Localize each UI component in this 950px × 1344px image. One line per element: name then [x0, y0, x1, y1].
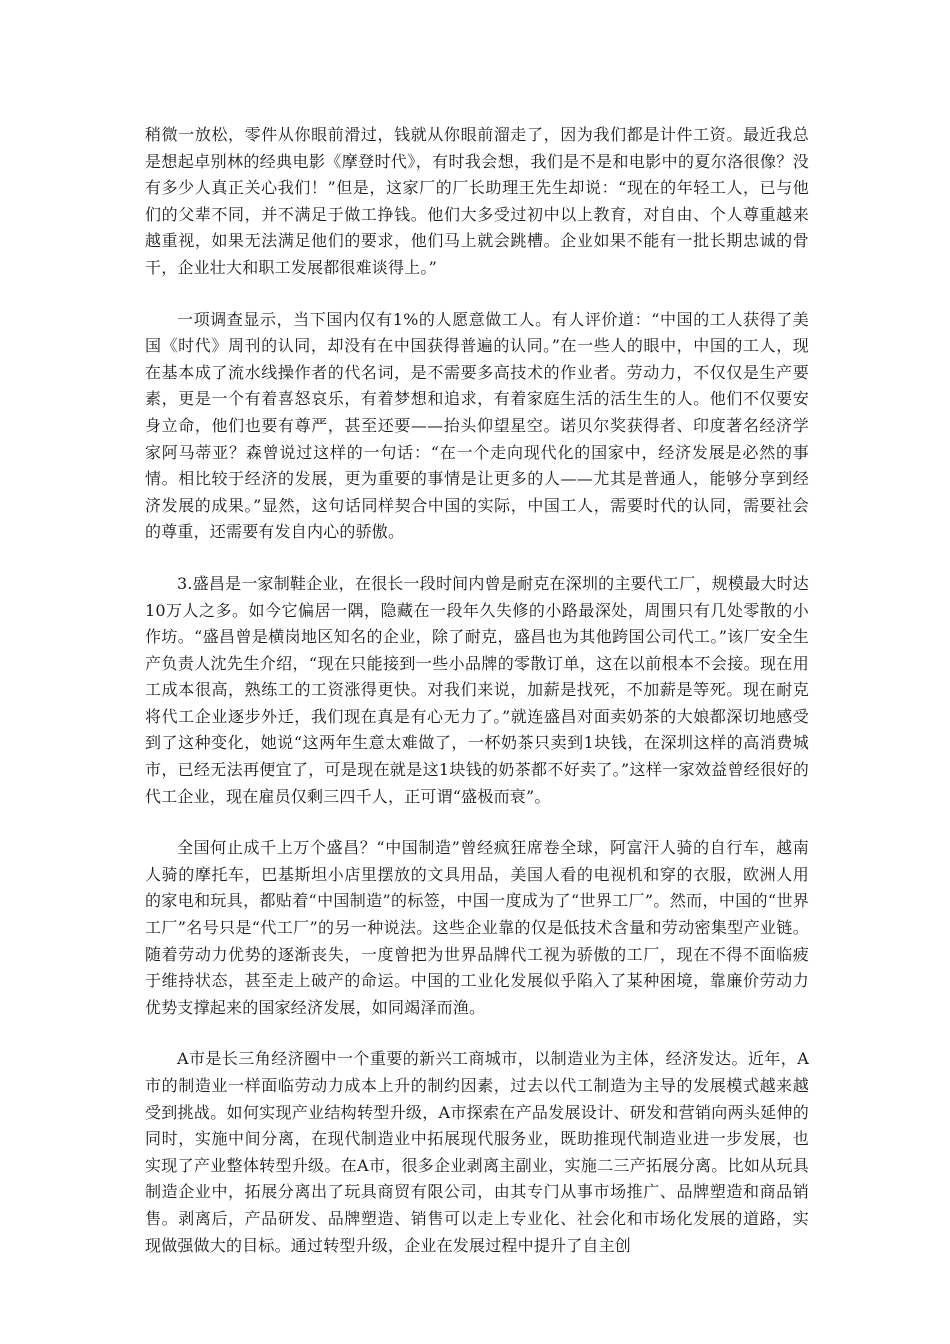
paragraph-1: 稍微一放松，零件从你眼前滑过，钱就从你眼前溜走了，因为我们都是计件工资。最近我总是想起卓别林的经典电影《摩登时代》，有时我会想，我们是不是和电影中的夏尔洛很像？没有多少人真正关心我们！”但是，这家厂的厂长助理王先生却说：“现在的年轻工人，已与他们的父辈不同，并不满足于做工挣钱。他们大多受过初中以上教育，对自由、个人尊重越来越重视，如果无法满足他们的要求，他们马上就会跳槽。企业如果不能有一批长期忠诚的骨干，企业壮大和职工发展都很难谈得上。” — [145, 125, 809, 277]
paragraph-4: 全国何止成千上万个盛昌？“中国制造”曾经疯狂席卷全球，阿富汗人骑的自行车，越南人骑的摩托车，巴基斯坦小店里摆放的文具用品，美国人看的电视机和穿的衣服，欧洲人用的家电和玩具，都贴着“中国制造”的标签，中国一度成为了“世界工厂”。然而，中国的“世界工厂”名号只是“代工厂”的另一种说法。这些企业靠的仅是低技术含量和劳动密集型产业链。随着劳动力优势的逐渐丧失，一度曾把为世界品牌代工视为骄傲的工厂，现在不得不面临疲于维持状态，甚至走上破产的命运。中国的工业化发展似乎陷入了某种困境，靠廉价劳动力优势支撑起来的国家经济发展，如同竭泽而渔。 — [145, 838, 809, 1017]
paragraph-3: 3.盛昌是一家制鞋企业，在很长一段时间内曾是耐克在深圳的主要代工厂，规模最大时达10万人之多。如今它偏居一隅，隐藏在一段年久失修的小路最深处，周围只有几处零散的小作坊。“盛昌曾是横岗地区知名的企业，除了耐克，盛昌也为其他跨国公司代工。”该厂安全生产负责人沈先生介绍，“现在只能接到一些小品牌的零散订单，这在以前根本不会接。现在用工成本很高，熟练工的工资涨得更快。对我们来说，加薪是找死，不加薪是等死。现在耐克将代工企业逐步外迁，我们现在真是有心无力了。”就连盛昌对面卖奶茶的大娘都深切地感受到了这种变化，她说“这两年生意太难做了，一杯奶茶只卖到1块钱，在深圳这样的高消费城市，已经无法再便宜了，可是现在就是这1块钱的奶茶都不好卖了。”这样一家效益曾经很好的代工企业，现在雇员仅剩三四千人，正可谓“盛极而衰”。 — [145, 573, 809, 806]
paragraph-2: 一项调查显示，当下国内仅有1%的人愿意做工人。有人评价道：“中国的工人获得了美国《时代》周刊的认同，却没有在中国获得普遍的认同。”在一些人的眼中，中国的工人，现在基本成了流水线操作者的代名词，是不需要多高技术的作业者。劳动力，不仅仅是生产要素，更是一个有着喜怒哀乐，有着梦想和追求，有着家庭生活的活生生的人。他们不仅要安身立命，他们也要有尊严，甚至还要——抬头仰望星空。诺贝尔奖获得者、印度著名经济学家阿马蒂亚？森曾说过这样的一句话：“在一个走向现代化的国家中，经济发展是必然的事情。相比较于经济的发展，更为重要的事情是让更多的人——尤其是普通人，能够分享到经济发展的成果。”显然，这句话同样契合中国的实际，中国工人，需要时代的认同，需要社会的尊重，还需要有发自内心的骄傲。 — [145, 309, 809, 542]
paragraph-5: A市是长三角经济圈中一个重要的新兴工商城市，以制造业为主体，经济发达。近年，A市的制造业一样面临劳动力成本上升的制约因素，过去以代工制造为主导的发展模式越来越受到挑战。如何实现产业结构转型升级，A市探索在产品发展设计、研发和营销向两头延伸的同时，实施中间分离，在现代制造业中拓展现代服务业，既助推现代制造业进一步发展，也实现了产业整体转型升级。在A市，很多企业剥离主副业，实施二三产拓展分离。比如从玩具制造企业中，拓展分离出了玩具商贸有限公司，由其专门从事市场推广、品牌塑造和商品销售。剥离后，产品研发、品牌塑造、销售可以走上专业化、社会化和市场化发展的道路，实现做强做大的目标。通过转型升级，企业在发展过程中提升了自主创 — [145, 1049, 809, 1255]
document-page — [145, 122, 809, 1284]
